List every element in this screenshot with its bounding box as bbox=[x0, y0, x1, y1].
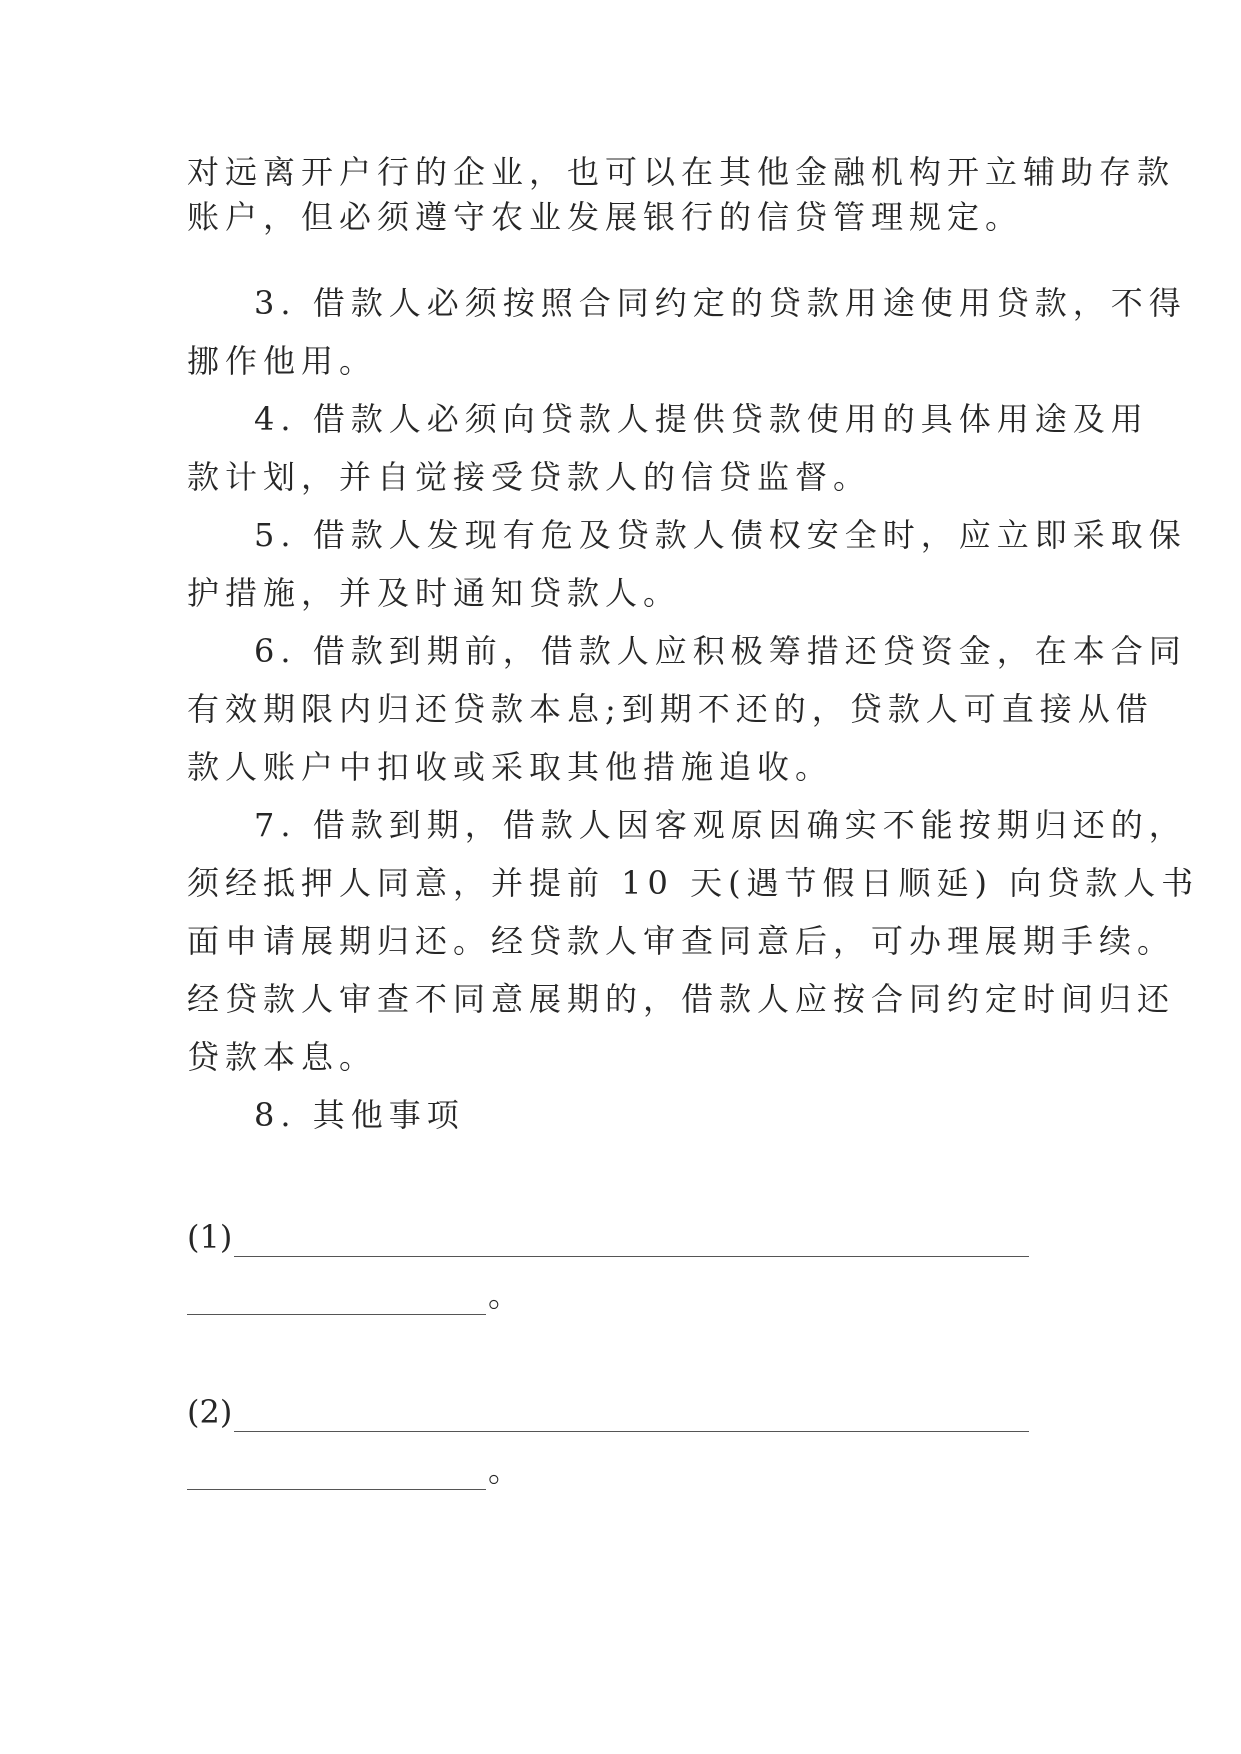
period-mark: 。 bbox=[488, 1451, 521, 1489]
clause-5-line: 5. 借款人发现有危及贷款人债权安全时，应立即采取保 bbox=[254, 516, 1187, 554]
period-mark: 。 bbox=[488, 1276, 521, 1314]
blank-item-2-continuation bbox=[187, 1450, 520, 1490]
fill-in-blank[interactable] bbox=[187, 1459, 486, 1490]
text-line: 经贷款人审查不同意展期的，借款人应按合同约定时间归还 bbox=[187, 980, 1176, 1018]
item-label: (2) bbox=[187, 1393, 233, 1431]
clause-8-line: 8. 其他事项 bbox=[254, 1096, 465, 1134]
clause-3-line: 3. 借款人必须按照合同约定的贷款用途使用贷款，不得 bbox=[254, 284, 1187, 322]
text-line: 挪作他用。 bbox=[187, 342, 378, 380]
text-line: 账户，但必须遵守农业发展银行的信贷管理规定。 bbox=[187, 198, 1024, 236]
text-line: 贷款本息。 bbox=[187, 1038, 378, 1076]
blank-item-1 bbox=[187, 1217, 1029, 1257]
fill-in-blank[interactable] bbox=[187, 1284, 486, 1315]
text-line: 须经抵押人同意，并提前 10 天(遇节假日顺延) 向贷款人书 bbox=[187, 864, 1200, 902]
text-line: 款计划，并自觉接受贷款人的信贷监督。 bbox=[187, 458, 872, 496]
text-line: 对远离开户行的企业，也可以在其他金融机构开立辅助存款 bbox=[187, 153, 1176, 191]
text-line: 款人账户中扣收或采取其他措施追收。 bbox=[187, 748, 834, 786]
clause-6-line: 6. 借款到期前，借款人应积极筹措还贷资金，在本合同 bbox=[254, 632, 1187, 670]
fill-in-blank[interactable] bbox=[234, 1401, 1029, 1432]
fill-in-blank[interactable] bbox=[234, 1226, 1029, 1257]
clause-7-line: 7. 借款到期，借款人因客观原因确实不能按期归还的， bbox=[254, 806, 1187, 844]
text-line: 护措施，并及时通知贷款人。 bbox=[187, 574, 682, 612]
item-label: (1) bbox=[187, 1218, 233, 1256]
clause-4-line: 4. 借款人必须向贷款人提供贷款使用的具体用途及用 bbox=[254, 400, 1149, 438]
text-line: 有效期限内归还贷款本息;到期不还的，贷款人可直接从借 bbox=[187, 690, 1154, 728]
text-line: 面申请展期归还。经贷款人审查同意后，可办理展期手续。 bbox=[187, 922, 1176, 960]
blank-item-1-continuation bbox=[187, 1275, 520, 1315]
blank-item-2 bbox=[187, 1392, 1029, 1432]
